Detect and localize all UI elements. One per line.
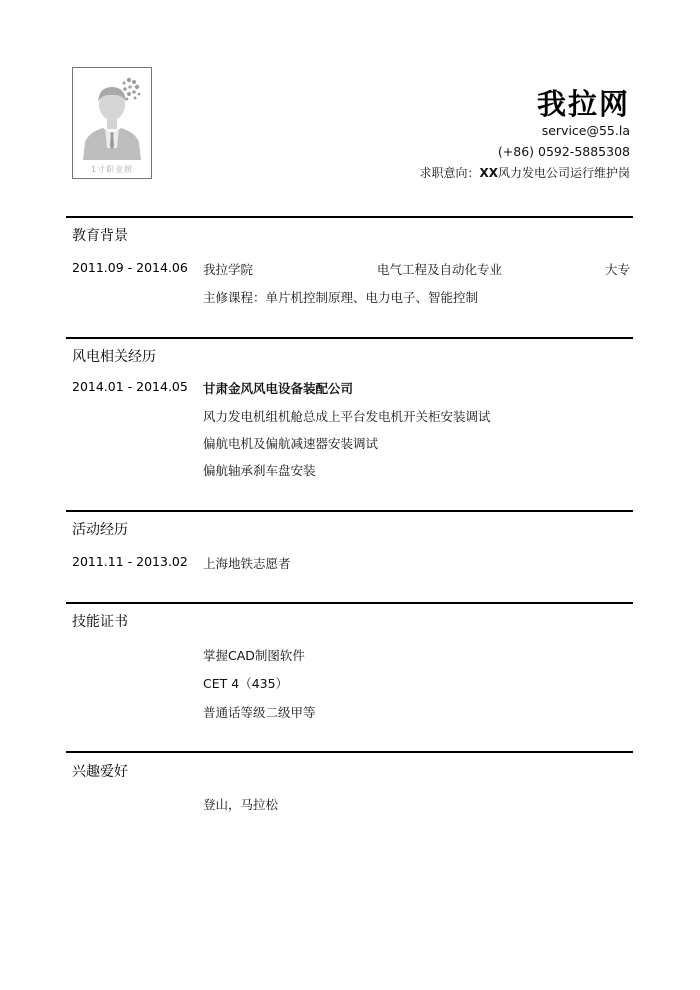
email-text: service@55.la (541, 123, 630, 138)
section-divider (66, 510, 633, 512)
section-title-wind-experience: 风电相关经历 (72, 349, 156, 365)
education-degree: 大专 (604, 262, 630, 277)
wind-experience-item: 偏航电机及偏航减速器安装调试 (203, 436, 379, 451)
candidate-name: 我拉网 (536, 87, 630, 121)
activity-desc: 上海地铁志愿者 (203, 556, 291, 571)
job-intent (419, 164, 630, 181)
section-title-hobbies: 兴趣爱好 (72, 764, 128, 780)
section-divider (66, 337, 633, 339)
skill-item: 普通话等级二级甲等 (203, 705, 316, 720)
education-date: 2011.09 - 2014.06 (72, 260, 188, 275)
photo-caption: 1寸职业照 (90, 165, 134, 174)
skill-item: 掌握CAD制图软件 (203, 648, 305, 663)
section-divider (66, 602, 633, 604)
section-title-activity: 活动经历 (72, 522, 128, 538)
person-silhouette-icon (77, 72, 147, 160)
wind-experience-item: 风力发电机组机舱总成上平台发电机开关柜安装调试 (203, 409, 491, 424)
section-title-skills: 技能证书 (72, 614, 128, 630)
profile-photo (72, 67, 152, 179)
job-intent-label: 求职意向： (419, 166, 480, 180)
phone-text: (+86) 0592-5885308 (497, 144, 630, 159)
activity-date: 2011.11 - 2013.02 (72, 554, 188, 569)
education-school: 我拉学院 (203, 262, 254, 277)
wind-experience-date: 2014.01 - 2014.05 (72, 379, 188, 394)
wind-experience-item: 偏航轴承刹车盘安装 (203, 463, 316, 478)
job-intent-position: 风力发电公司运行维护岗 (497, 166, 630, 180)
hobbies-desc: 登山，马拉松 (203, 797, 279, 812)
skill-item: CET 4（435） (203, 676, 289, 691)
section-title-education: 教育背景 (72, 228, 128, 244)
wind-experience-company: 甘肃金风风电设备装配公司 (203, 381, 354, 396)
education-major: 电气工程及自动化专业 (377, 262, 503, 277)
job-intent-company-placeholder: XX (479, 166, 498, 180)
section-divider (66, 751, 633, 753)
section-divider (66, 216, 633, 218)
education-courses: 主修课程：单片机控制原理、电力电子、智能控制 (203, 290, 479, 305)
